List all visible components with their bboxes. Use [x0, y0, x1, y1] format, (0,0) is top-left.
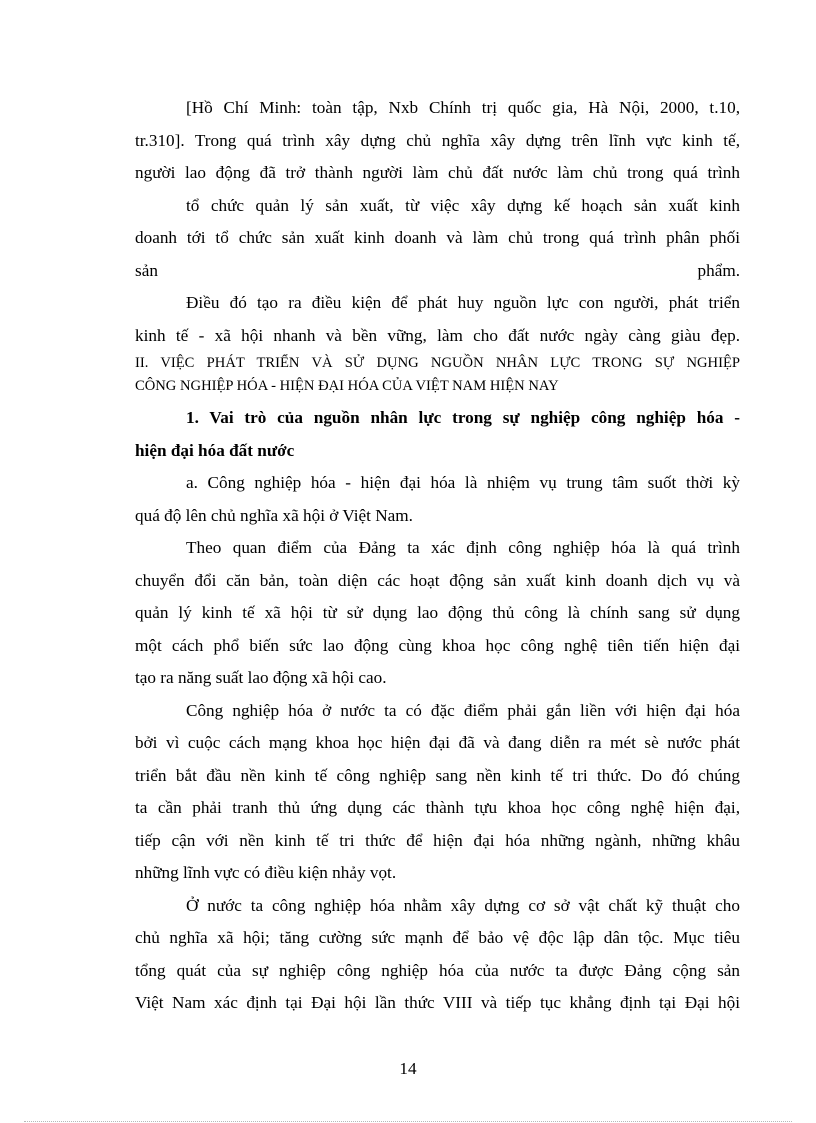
text-line: tr.310]. Trong quá trình xây dựng chủ nghĩa xây dựng trên lĩnh vực kinh tế,	[135, 130, 740, 150]
text-line: triển bắt đầu nền kinh tế công nghiệp sang nền kinh tế tri thức. Do đó chúng	[135, 765, 740, 785]
heading-line: II. VIỆC PHÁT TRIỂN VÀ SỬ DỤNG NGUỒN NHÂN LỰC TRONG SỰ NGHIỆP	[135, 355, 740, 371]
page-bottom-divider	[24, 1121, 792, 1122]
subheading-line: hiện đại hóa đất nước	[135, 440, 295, 460]
paragraph-modernization	[135, 695, 740, 890]
text-line: [Hồ Chí Minh: toàn tập, Nxb Chính trị quốc gia, Hà Nội, 2000, t.10,	[186, 98, 740, 117]
paragraph-quote-citation	[135, 92, 740, 287]
text-line: Việt Nam xác định tại Đại hội lần thức VIII và tiếp tục khẳng định tại Đại hội	[135, 993, 740, 1012]
paragraph-a	[135, 467, 740, 532]
text-line: Ở nước ta công nghiệp hóa nhằm xây dựng cơ sở vật chất kỹ thuật cho	[186, 895, 740, 915]
text-fragment: phẩm.	[697, 260, 740, 280]
page-number: 14	[399, 1059, 417, 1078]
text-line: bởi vì cuộc cách mạng khoa học hiện đại đã và đang diễn ra mét sè nước phát	[135, 733, 740, 752]
text-line: doanh tới tổ chức sản xuất kinh doanh và làm chủ trong quá trình phân phối	[135, 228, 740, 247]
text-line: người lao động đã trở thành người làm chủ đất nước làm chủ trong quá trình	[135, 163, 740, 182]
paragraph-conclusion	[135, 287, 740, 352]
text-line: Công nghiệp hóa ở nước ta có đặc điểm phải gắn liền với hiện đại hóa	[186, 700, 740, 720]
text-line: tổ chức quản lý sản xuất, từ việc xây dựng kế hoạch sản xuất kinh	[186, 195, 740, 215]
section-heading	[135, 352, 740, 398]
paragraph-goals	[135, 890, 740, 1020]
text-line: chủ nghĩa xã hội; tăng cường sức mạnh để bảo vệ độc lập dân tộc. Mục tiêu	[135, 928, 740, 947]
text-line: quá độ lên chủ nghĩa xã hội ở Việt Nam.	[135, 505, 413, 525]
text-line: tổng quát của sự nghiệp công nghiệp hóa của nước ta được Đảng cộng sản	[135, 960, 740, 980]
text-line: tạo ra năng suất lao động xã hội cao.	[135, 668, 387, 687]
document-body	[135, 92, 740, 1020]
text-line: chuyển đổi căn bản, toàn diện các hoạt động sản xuất kinh doanh dịch vụ và	[135, 570, 740, 590]
text-line: quản lý kinh tế xã hội từ sử dụng lao động thủ công là chính sang sử dụng	[135, 603, 740, 622]
text-line: Theo quan điểm của Đảng ta xác định công nghiệp hóa là quá trình	[186, 538, 740, 557]
text-fragment: sản	[135, 260, 158, 280]
subsection-heading	[135, 402, 740, 467]
text-line: kinh tế - xã hội nhanh và bền vững, làm cho đất nước ngày càng giàu đẹp.	[135, 325, 740, 345]
text-line: tiếp cận với nền kinh tế tri thức để hiện đại hóa những ngành, những khâu	[135, 830, 740, 850]
subheading-line: 1. Vai trò của nguồn nhân lực trong sự nghiệp công nghiệp hóa -	[186, 408, 740, 427]
heading-line: CÔNG NGHIỆP HÓA - HIỆN ĐẠI HÓA CỦA VIỆT NAM HIỆN NAY	[135, 378, 559, 394]
text-line: Điều đó tạo ra điều kiện để phát huy nguồn lực con người, phát triển	[186, 293, 740, 312]
text-line: một cách phổ biến sức lao động cùng khoa học công nghệ tiên tiến hiện đại	[135, 635, 740, 655]
paragraph-definition	[135, 532, 740, 695]
text-line: những lĩnh vực có điều kiện nhảy vọt.	[135, 863, 397, 882]
text-line-split	[135, 255, 740, 288]
text-line: ta cần phải tranh thủ ứng dụng các thành tựu khoa học công nghệ hiện đại,	[135, 798, 740, 817]
text-line: a. Công nghiệp hóa - hiện đại hóa là nhiệm vụ trung tâm suốt thời kỳ	[186, 473, 740, 492]
